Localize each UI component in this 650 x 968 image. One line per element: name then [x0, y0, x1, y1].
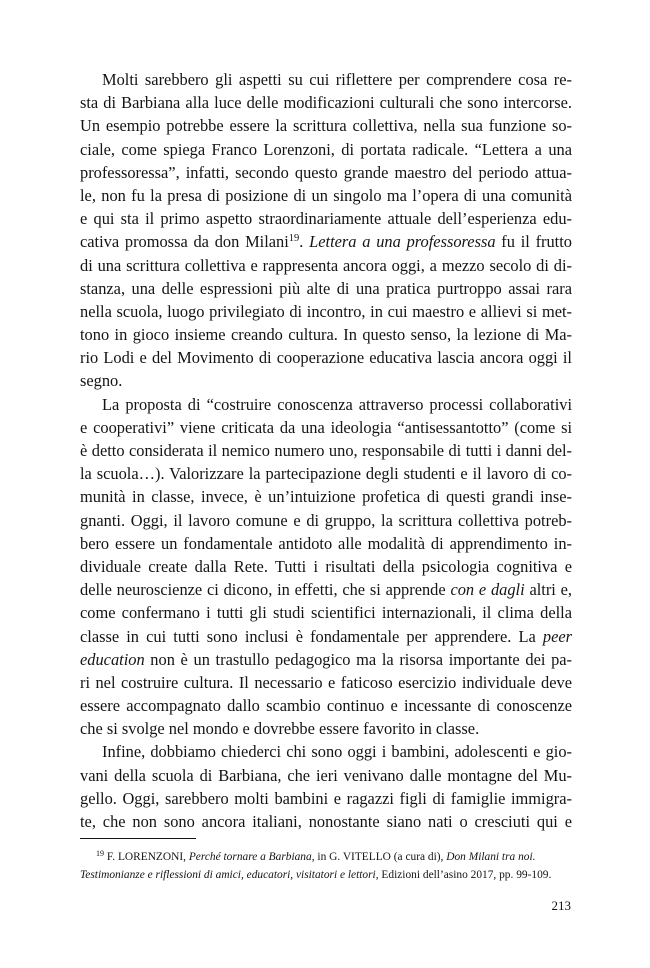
italic-text: con e dagli: [450, 580, 525, 600]
text-line: [80, 369, 572, 392]
text-run: e qui sta il primo aspetto straordinariamente attuale dell’esperienza edu-: [80, 209, 572, 229]
body-text: [80, 68, 572, 833]
footnotes: [80, 849, 572, 884]
text-run: la scuola…). Valorizzare la partecipazione degli studenti e il lavoro di co-: [80, 464, 572, 484]
text-run: delle neuroscienze ci dicono, in effetti, che si apprende: [80, 580, 451, 600]
text-run: Molti sarebbero gli aspetti su cui riflettere per comprendere cosa re-: [102, 70, 572, 89]
text-line: [80, 740, 572, 763]
text-line: [80, 68, 572, 91]
text-run: le, non fu la presa di posizione di un singolo ma l’opera di una comunità: [80, 185, 572, 205]
text-run: non è un trastullo pedagogico ma la risorsa importante dei pa-: [144, 649, 572, 669]
text-line: [80, 601, 572, 624]
italic-text: education: [80, 649, 145, 669]
text-run: Infine, dobbiamo chiederci chi sono oggi i bambini, adolescenti e gio-: [102, 742, 572, 762]
text-run: che si svolge nel mondo e dovrebbe essere favorito in classe.: [80, 719, 480, 739]
footnote-marker: 19: [96, 849, 104, 858]
text-line: [80, 485, 572, 508]
text-run: rio Lodi e del Movimento di cooperazione educativa lascia ancora oggi il: [80, 348, 572, 368]
text-line: [80, 694, 572, 717]
text-run: come confermano i tutti gli studi scientifici internazionali, il clima della: [80, 603, 572, 623]
text-run: cativa promossa da don Milani: [80, 232, 289, 252]
text-line: [80, 578, 572, 601]
footnote-divider: [80, 838, 196, 839]
text-run: fu il frutto: [495, 232, 572, 252]
text-line: [80, 439, 572, 462]
text-run: vani della scuola di Barbiana, che ieri venivano dalle montagne del Mu-: [80, 765, 572, 785]
text-run: ciale, come spiega Franco Lorenzoni, di portata radicale. “Lettera a una: [80, 139, 572, 159]
footnote-marker: 19: [288, 233, 300, 245]
text-run: sta di Barbiana alla luce delle modificazioni culturali che sono intercorse.: [80, 93, 572, 113]
footnote-line: [80, 849, 572, 867]
text-line: [80, 300, 572, 323]
text-run: dividuale create dalla Rete. Tutti i risultati della psicologia cognitiva e: [80, 556, 572, 576]
text-line: [80, 509, 572, 532]
text-line: [80, 810, 572, 833]
text-run: professoressa”, infatti, secondo questo grande maestro del periodo attua-: [80, 162, 572, 182]
text-run: ri nel costruire cultura. Il necessario e faticoso esercizio individuale deve: [80, 672, 572, 692]
text-run: te, che non sono ancora italiani, nonostante siano nati o cresciuti qui e: [80, 812, 572, 831]
text-line: [80, 230, 572, 253]
text-run: La proposta di “costruire conoscenza attraverso processi collaborativi: [102, 394, 572, 414]
text-run: bero essere un fondamentale antidoto alle modalità di apprendimento in-: [80, 533, 572, 553]
text-run: essere accompagnato dallo scambio continuo e incessante di conoscenze: [80, 696, 572, 716]
text-run: , in G. VITELLO (a cura di),: [311, 851, 447, 863]
text-line: [80, 91, 572, 114]
text-line: [80, 114, 572, 137]
text-run: di una scrittura collettiva e rappresenta ancora oggi, a mezzo secolo di di-: [80, 255, 572, 275]
italic-text: peer: [542, 626, 572, 646]
text-run: classe in cui tutti sono inclusi è fondamentale per apprendere. La: [80, 626, 543, 646]
text-line: [80, 254, 572, 277]
italic-text: Lettera a una professoressa: [309, 232, 496, 252]
text-line: [80, 764, 572, 787]
italic-text: Testimonianze e riflessioni di amici, educatori, visitatori e lettori: [80, 868, 376, 881]
text-run: segno.: [80, 371, 123, 391]
text-line: [80, 787, 572, 810]
text-run: , Edizioni dell’asino 2017, pp. 99-109.: [375, 868, 552, 881]
text-line: [80, 416, 572, 439]
footnote-line: [80, 867, 572, 885]
text-line: [80, 207, 572, 230]
page-number: 213: [551, 898, 571, 913]
text-line: [80, 625, 572, 648]
text-run: tono in gioco insieme creando cultura. In questo senso, la lezione di Ma-: [80, 325, 572, 345]
text-line: [80, 648, 572, 671]
text-run: .: [299, 232, 310, 252]
text-line: [80, 532, 572, 555]
text-line: [80, 277, 572, 300]
text-run: munità in classe, invece, è un’intuizione profetica di questi grandi inse-: [80, 487, 572, 507]
text-line: [80, 393, 572, 416]
text-run: F. LORENZONI,: [104, 851, 189, 863]
text-run: gello. Oggi, sarebbero molti bambini e ragazzi figli di famiglie immigra-: [80, 788, 572, 808]
text-run: gnanti. Oggi, il lavoro comune e di gruppo, la scrittura collettiva potreb-: [80, 510, 572, 530]
text-run: nella scuola, luogo privilegiato di incontro, in cui maestro e allievi si met-: [80, 301, 572, 321]
text-line: [80, 323, 572, 346]
text-line: [80, 184, 572, 207]
text-line: [80, 161, 572, 184]
text-line: [80, 717, 572, 740]
text-run: e cooperativi” viene criticata da una ideologia “antisessantotto” (come si: [80, 417, 572, 437]
text-line: [80, 138, 572, 161]
text-line: [80, 671, 572, 694]
text-run: è detto considerata il nemico numero uno, responsabile di tutti i danni del-: [80, 441, 572, 460]
text-run: Un esempio potrebbe essere la scrittura collettiva, nella sua funzione so-: [80, 116, 572, 136]
text-line: [80, 346, 572, 369]
text-line: [80, 555, 572, 578]
text-run: stanza, una delle espressioni più alte di una pratica purtroppo assai rara: [80, 278, 572, 298]
text-run: altri e,: [524, 580, 572, 600]
italic-text: Perché tornare a Barbiana: [188, 851, 312, 863]
text-line: [80, 462, 572, 485]
italic-text: Don Milani tra noi.: [446, 851, 536, 863]
